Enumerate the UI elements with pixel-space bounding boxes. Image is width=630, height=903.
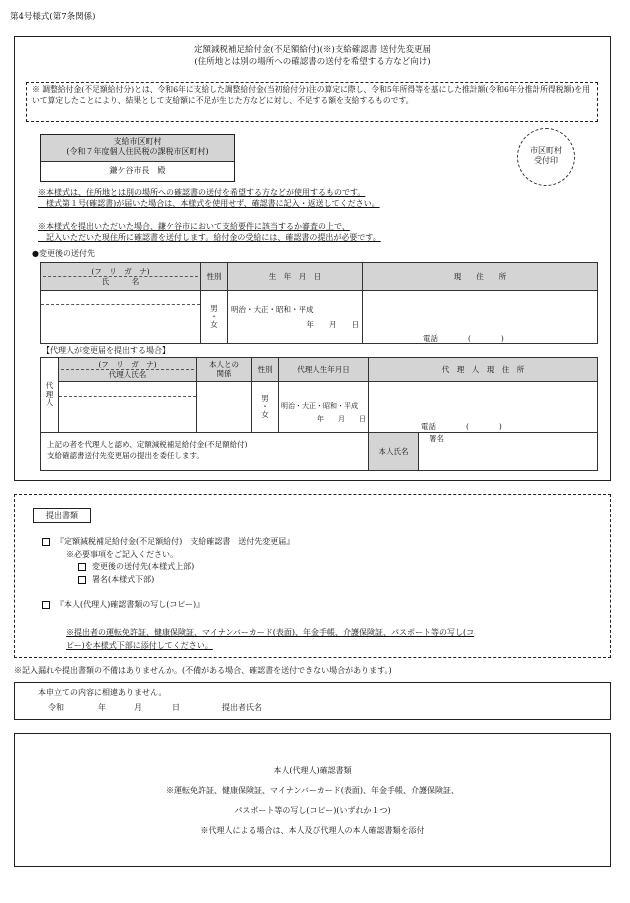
doc-item-2-label: 『本人(代理人)確認書類の写し(コピー)』 (56, 600, 205, 609)
municipality-box (40, 134, 235, 182)
dest-era-options[interactable]: 明治・大正・昭和・平成 (231, 304, 314, 314)
proxy-gender-header: 性別 (252, 358, 279, 382)
doc-item-1-checkbox[interactable] (42, 538, 50, 546)
attach-line1: ※運転免許証、健康保険証、マイナンバーカード(表面)、年金手帳、介護保険証、 (166, 786, 459, 795)
note-box: ※ 調整給付金(不足額給付分)とは、令和6年に支給した調整給付金(当初給付分)注の算定に際し、令和5年所得等を基にした推計額(令和6年分推計所得税額)を用いて算定したことにより、結果として支給額に不足が生じた方などに対し、不足する額を支給するものです。 (26, 82, 598, 122)
declaration-year[interactable]: 年 (98, 703, 106, 712)
dest-address-header: 現 住 所 (363, 263, 598, 291)
delegate-line2: 支給確認書送付先変更届の提出を委任します。 (47, 451, 204, 461)
signature-label: 署名 (429, 433, 444, 443)
stamp-line2: 受付印 (534, 156, 558, 165)
documents-label: 提出書類 (33, 508, 91, 523)
proxy-address-header: 代 理 人 現 住 所 (369, 358, 598, 382)
note-2: 様式第１号(確認書)が届いた場合は、本様式を使用せず、確認書に記入・返送してください。 (38, 199, 380, 208)
doc-item-1-note: ※必要事項をご記入ください。 (66, 550, 178, 559)
dest-ymd: 年 月 日 (306, 320, 359, 329)
doc-sub-2 (78, 575, 154, 585)
doc-item-2-checkbox[interactable] (42, 601, 50, 609)
proxy-gender-field[interactable]: 男 ・ 女 (252, 382, 279, 432)
form-title: 定額減税補足給付金(不足額給付)(※)支給確認書 送付先変更届 (194, 45, 431, 55)
dest-phone[interactable]: 電話 ( ) (363, 291, 598, 344)
proxy-phone[interactable]: 電話 ( ) (369, 382, 598, 432)
dest-dob-header: 生 年 月 日 (228, 263, 363, 291)
id-note-2: ピー)を本様式下部に添付してください。 (66, 641, 213, 650)
form-id: 第4号様式(第7条関係) (10, 12, 96, 22)
proxy-side-label: 代 理 人 (41, 358, 59, 433)
note-3: ※本様式を提出いただいた場合、鎌ケ谷市において支給要件に該当するか審査の上で、 (38, 222, 350, 231)
mayor: 鎌ケ谷市長 殿 (109, 166, 166, 175)
dest-gender-header: 性別 (201, 263, 228, 291)
doc-item-1-label: 『定額減税補足給付金(不足額給付) 支給確認書 送付先変更届』 (56, 537, 295, 546)
proxy-name-field[interactable] (59, 397, 196, 431)
attach-box[interactable] (14, 733, 611, 867)
dest-gender-field[interactable]: 男 ・ 女 (201, 291, 228, 344)
form-subtitle: (住所地とは別の場所への確認書の送付を希望する方など向け) (194, 57, 431, 67)
proxy-era-options[interactable]: 明治・大正・昭和・平成 (281, 402, 358, 411)
doc-sub-2-label: 署名(本様式下部) (92, 575, 155, 584)
note-1: ※本様式は、住所地とは別の場所への確認書の送付を希望する方などが使用するものです。 (38, 188, 366, 197)
muni-sublabel: (令和７年度個人住民税の課税市区町村) (66, 147, 209, 156)
id-note-1: ※提出者の運転免許証、健康保険証、マイナンバーカード(表面)、年金手帳、介護保険証、パスポート等の写し(コ (66, 628, 475, 637)
note-4: 記入いただいた現住所に確認書を送付します。給付金の受給には、確認書の提出が必要です。 (38, 233, 381, 242)
doc-item-2 (42, 600, 204, 610)
proxy-ymd: 年 月 日 (317, 414, 366, 423)
proxy-relation-field[interactable] (197, 382, 252, 432)
doc-sub-1-label: 変更後の送付先(本様式上部) (92, 562, 195, 571)
section-dest: ●変更後の送付先 (32, 249, 95, 258)
dest-name-header: 氏 名 (101, 277, 140, 286)
declaration-line: 本申立ての内容に相違ありません。 (38, 688, 167, 697)
doc-sub-1-checkbox[interactable] (78, 563, 86, 571)
doc-sub-2-checkbox[interactable] (78, 576, 86, 584)
dest-name-field[interactable] (41, 305, 200, 343)
attach-title: 本人(代理人)確認書類 (273, 766, 352, 775)
muni-label: 支給市区町村 (113, 137, 162, 146)
attach-line2: パスポート等の写し(コピー)(いずれか１つ) (234, 806, 391, 815)
proxy-heading: 【代理人が変更届を提出する場合】 (42, 346, 170, 355)
proxy-relation-header: 本人との 関係 (197, 358, 252, 382)
receipt-stamp (517, 128, 575, 186)
declaration-day[interactable]: 日 (172, 703, 180, 712)
doc-sub-1 (78, 562, 194, 572)
proxy-table (40, 357, 598, 471)
principal-name-label: 本人氏名 (369, 433, 419, 470)
check-note: ※記入漏れや提出書類の不備はありませんか。(不備がある場合、確認書を送付できない場合があります。) (14, 666, 392, 675)
proxy-furigana-header: (フ リ ガ ナ) (61, 360, 194, 370)
attach-line3: ※代理人による場合は、本人及び代理人の本人確認書類を添付 (200, 826, 425, 835)
destination-table (40, 262, 598, 344)
proxy-furigana-field[interactable] (59, 383, 196, 397)
declaration-month[interactable]: 月 (134, 703, 142, 712)
stamp-line1: 市区町村 (530, 146, 562, 155)
proxy-name-header: 代理人氏名 (108, 370, 147, 380)
delegate-line1: 上記の者を代理人と認め、定額減税補足給付金(不足額給付) (47, 440, 248, 450)
submitter-name-label: 提出者氏名 (222, 703, 262, 712)
principal-signature-field[interactable] (419, 433, 597, 470)
proxy-dob-header: 代理人生年月日 (279, 358, 369, 382)
declaration-era: 令和 (48, 703, 64, 712)
doc-item-1 (42, 537, 294, 547)
dest-furigana-field[interactable] (41, 291, 200, 305)
dest-furigana-header: (フ リ ガ ナ) (43, 267, 198, 277)
